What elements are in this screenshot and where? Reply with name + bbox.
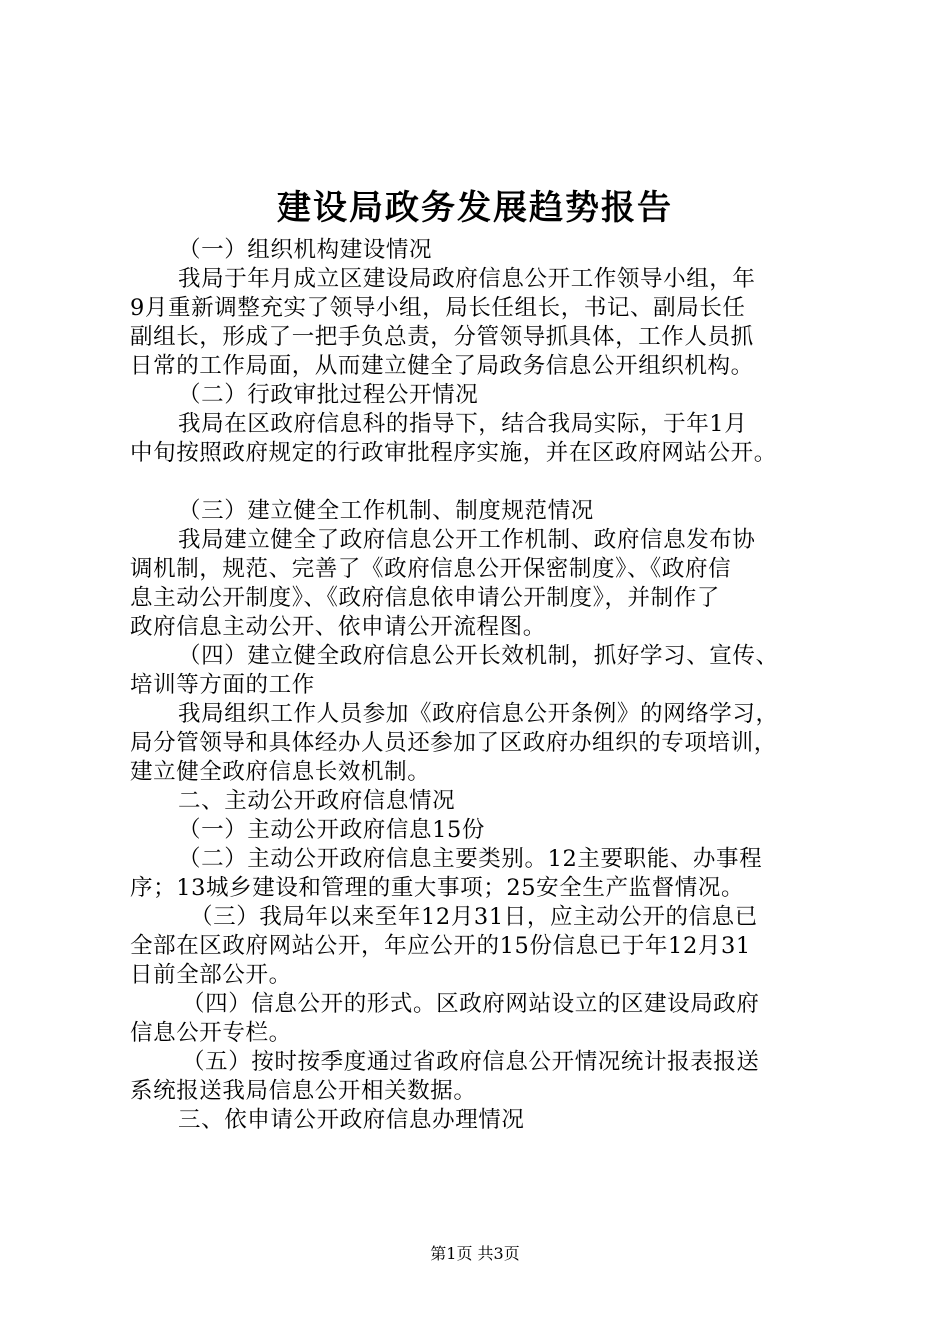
section-heading-cont: 培训等方面的工作 [130,672,315,698]
page-footer: 第1页 共3页 [430,1244,520,1263]
paragraph-line: 9月重新调整充实了领导小组，局长任组长，书记、副局长任 [130,295,746,321]
document-body [130,236,836,1135]
section-heading: （二）行政审批过程公开情况 [178,382,479,408]
paragraph-line: 局分管领导和具体经办人员还参加了区政府办组织的专项培训， [130,730,777,756]
paragraph-line: 建立健全政府信息长效机制。 [130,759,431,785]
paragraph-line: 副组长，形成了一把手负总责，分管领导抓具体，工作人员抓 [130,324,754,350]
paragraph-line: 序；13城乡建设和管理的重大事项；25安全生产监督情况。 [130,875,745,901]
paragraph-line: 我局于年月成立区建设局政府信息公开工作领导小组，年 [178,266,756,292]
page-title: 建设局政务发展趋势报告 [277,188,673,228]
section-heading: （三）建立健全工作机制、制度规范情况 [178,498,594,524]
section-heading: （一）主动公开政府信息15份 [178,817,486,843]
paragraph-line: 我局组织工作人员参加《政府信息公开条例》的网络学习， [178,701,779,727]
paragraph-line: 中旬按照政府规定的行政审批程序实施，并在区政府网站公开。 [130,440,777,466]
section-heading: （一）组织机构建设情况 [178,237,433,263]
chapter-heading: 三、依申请公开政府信息办理情况 [178,1107,525,1133]
chapter-heading: 二、主动公开政府信息情况 [178,788,456,814]
paragraph-line: （四）信息公开的形式。区政府网站设立的区建设局政府 [182,991,760,1017]
paragraph-line: 政府信息主动公开、依申请公开流程图。 [130,614,546,640]
paragraph-line: （二）主动公开政府信息主要类别。12主要职能、办事程 [178,846,763,872]
paragraph-line: 系统报送我局信息公开相关数据。 [130,1078,477,1104]
paragraph-line: （三）我局年以来至年12月31日，应主动公开的信息已 [190,904,758,930]
paragraph-line: 调机制，规范、完善了《政府信息公开保密制度》、《政府信 [130,556,732,582]
blank-line [130,468,836,497]
paragraph-line: 息主动公开制度》、《政府信息依申请公开制度》，并制作了 [130,585,720,611]
paragraph-line: 日常的工作局面，从而建立健全了局政务信息公开组织机构。 [130,353,754,379]
paragraph-line: （五）按时按季度通过省政府信息公开情况统计报表报送 [182,1049,760,1075]
paragraph-line: 信息公开专栏。 [130,1020,292,1046]
paragraph-line: 我局建立健全了政府信息公开工作机制、政府信息发布协 [178,527,756,553]
paragraph-line: 日前全部公开。 [130,962,292,988]
section-heading: （四）建立健全政府信息公开长效机制，抓好学习、宣传、 [178,643,779,669]
paragraph-line: 全部在区政府网站公开，年应公开的15份信息已于年12月31 [130,933,751,959]
paragraph-line: 我局在区政府信息科的指导下，结合我局实际，于年1月 [178,411,748,437]
